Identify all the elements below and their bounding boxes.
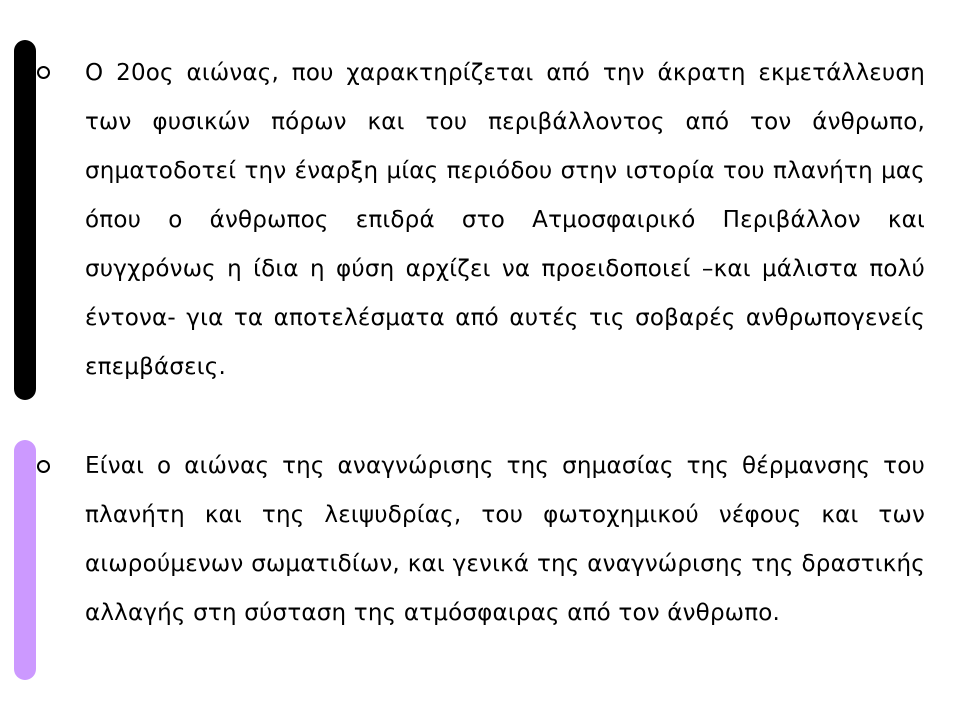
bullet-paragraph-2: Είναι ο αιώνας της αναγνώρισης της σημασίας της θέρμανσης του πλανήτη και της λειψυδρίας, του φωτοχημικού νέφους και των αιωρούμενων σωματιδίων, και γενικά της αναγνώρισης της δραστικής αλλαγής στη σύσταση της ατμόσφαιρας από τον άνθρωπο. [85,453,925,626]
black-accent-bar [14,40,36,400]
lavender-accent-bar [14,440,36,680]
hollow-circle-bullet-icon [37,460,50,473]
bullet-paragraph-1: Ο 20ος αιώνας, που χαρακτηρίζεται από την άκρατη εκμετάλλευση των φυσικών πόρων και του περιβάλλοντος από τον άνθρωπο, σηματοδοτεί την έναρξη μίας περιόδου στην ιστορία του πλανήτη μας όπου ο άνθρωπος επιδρά στο Ατμοσφαιρικό Περιβάλλον και συγχρόνως η ίδια η φύση αρχίζει να προειδοποιεί –και μάλιστα πολύ έντονα- για τα αποτελέσματα από αυτές τις σοβαρές ανθρωπογενείς επεμβάσεις. [85,60,925,380]
hollow-circle-bullet-icon [37,66,50,79]
